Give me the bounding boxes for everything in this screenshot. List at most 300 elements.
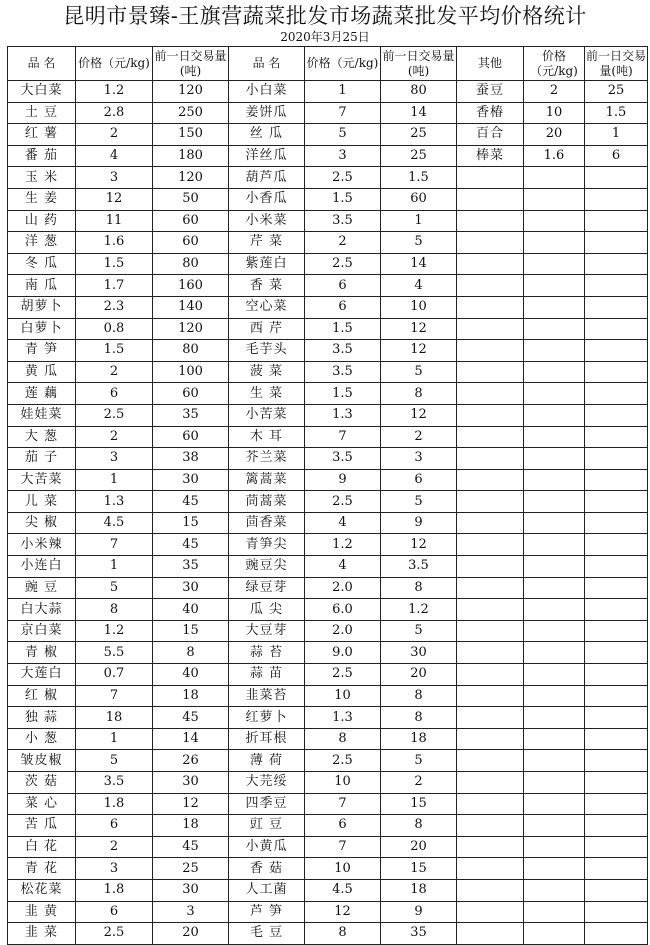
cell-price-2: 7 — [305, 102, 381, 124]
cell-volume-3 — [585, 728, 648, 750]
cell-price-2: 2.5 — [305, 750, 381, 772]
cell-name-2: 姜饼瓜 — [229, 102, 305, 124]
cell-volume-2: 1.2 — [381, 599, 457, 621]
cell-name-2: 木 耳 — [229, 426, 305, 448]
cell-name-3 — [457, 815, 524, 837]
cell-price-2: 7 — [305, 426, 381, 448]
cell-volume-2: 5 — [381, 491, 457, 513]
cell-name-3 — [457, 275, 524, 297]
cell-name-3 — [457, 707, 524, 729]
cell-price-2: 3 — [305, 145, 381, 167]
cell-name-3 — [457, 210, 524, 232]
cell-price-1: 7 — [76, 534, 153, 556]
cell-volume-1: 120 — [153, 318, 229, 340]
cell-volume-2: 5 — [381, 232, 457, 254]
cell-volume-3 — [585, 469, 648, 491]
cell-price-1: 0.7 — [76, 664, 153, 686]
cell-name-2: 西 芹 — [229, 318, 305, 340]
cell-name-1: 青 椒 — [8, 642, 76, 664]
cell-price-2: 1.3 — [305, 707, 381, 729]
cell-volume-2: 5 — [381, 620, 457, 642]
cell-name-2: 绿豆芽 — [229, 577, 305, 599]
cell-price-3 — [524, 469, 585, 491]
cell-volume-3 — [585, 901, 648, 923]
cell-price-2: 2.5 — [305, 664, 381, 686]
cell-name-2: 毛 豆 — [229, 923, 305, 945]
cell-volume-1: 160 — [153, 275, 229, 297]
cell-name-2: 空心菜 — [229, 296, 305, 318]
cell-price-2: 1 — [305, 81, 381, 103]
cell-name-1: 冬 瓜 — [8, 253, 76, 275]
cell-volume-1: 180 — [153, 145, 229, 167]
cell-price-2: 7 — [305, 793, 381, 815]
cell-volume-3 — [585, 383, 648, 405]
cell-volume-3 — [585, 685, 648, 707]
cell-price-1: 3 — [76, 858, 153, 880]
cell-name-1: 红 薯 — [8, 124, 76, 146]
cell-volume-3 — [585, 448, 648, 470]
cell-volume-3 — [585, 426, 648, 448]
cell-name-1: 小连白 — [8, 556, 76, 578]
cell-name-3 — [457, 512, 524, 534]
cell-volume-3 — [585, 642, 648, 664]
cell-price-2: 8 — [305, 728, 381, 750]
cell-name-1: 大 葱 — [8, 426, 76, 448]
table-row — [8, 448, 648, 470]
cell-name-3: 蚕豆 — [457, 81, 524, 103]
table-row — [8, 361, 648, 383]
table-row — [8, 728, 648, 750]
cell-name-1: 儿 菜 — [8, 491, 76, 513]
cell-volume-1: 60 — [153, 210, 229, 232]
cell-name-1: 南 瓜 — [8, 275, 76, 297]
cell-price-1: 4.5 — [76, 512, 153, 534]
cell-volume-2: 25 — [381, 145, 457, 167]
table-row — [8, 879, 648, 901]
cell-name-1: 皱皮椒 — [8, 750, 76, 772]
cell-price-1: 1.2 — [76, 620, 153, 642]
cell-volume-3 — [585, 858, 648, 880]
cell-volume-3: 1 — [585, 124, 648, 146]
cell-price-1: 4 — [76, 145, 153, 167]
cell-volume-3 — [585, 879, 648, 901]
table-row — [8, 923, 648, 945]
cell-volume-1: 40 — [153, 664, 229, 686]
cell-price-3 — [524, 361, 585, 383]
cell-price-1: 1.2 — [76, 81, 153, 103]
cell-name-3: 棒菜 — [457, 145, 524, 167]
cell-name-2: 毛芋头 — [229, 340, 305, 362]
cell-price-3 — [524, 448, 585, 470]
cell-price-2: 8 — [305, 923, 381, 945]
cell-volume-3 — [585, 836, 648, 858]
header-row — [8, 47, 648, 81]
header-other: 其他 — [457, 47, 524, 81]
cell-volume-2: 12 — [381, 318, 457, 340]
cell-name-1: 胡萝卜 — [8, 296, 76, 318]
cell-volume-1: 14 — [153, 728, 229, 750]
cell-price-2: 9.0 — [305, 642, 381, 664]
cell-price-3 — [524, 296, 585, 318]
cell-name-1: 茄 子 — [8, 448, 76, 470]
cell-name-1: 娃娃菜 — [8, 404, 76, 426]
table-row — [8, 210, 648, 232]
cell-volume-1: 35 — [153, 404, 229, 426]
cell-price-3 — [524, 879, 585, 901]
cell-price-2: 10 — [305, 772, 381, 794]
cell-price-3 — [524, 772, 585, 794]
cell-name-1: 豌 豆 — [8, 577, 76, 599]
table-row — [8, 491, 648, 513]
cell-name-3 — [457, 340, 524, 362]
cell-name-3 — [457, 836, 524, 858]
cell-volume-3: 25 — [585, 81, 648, 103]
cell-volume-2: 12 — [381, 340, 457, 362]
cell-name-1: 莲 藕 — [8, 383, 76, 405]
cell-price-3 — [524, 188, 585, 210]
cell-price-1: 6 — [76, 383, 153, 405]
cell-price-1: 1.5 — [76, 253, 153, 275]
cell-volume-1: 60 — [153, 232, 229, 254]
cell-name-3 — [457, 232, 524, 254]
cell-price-3 — [524, 901, 585, 923]
cell-volume-3 — [585, 210, 648, 232]
cell-volume-2: 8 — [381, 383, 457, 405]
cell-volume-2: 10 — [381, 296, 457, 318]
cell-volume-2: 14 — [381, 102, 457, 124]
cell-volume-3 — [585, 599, 648, 621]
cell-price-1: 1 — [76, 728, 153, 750]
cell-name-1: 韭 黄 — [8, 901, 76, 923]
cell-name-2: 生 菜 — [229, 383, 305, 405]
cell-name-1: 生 姜 — [8, 188, 76, 210]
cell-name-3 — [457, 620, 524, 642]
cell-volume-2: 4 — [381, 275, 457, 297]
cell-volume-2: 25 — [381, 124, 457, 146]
cell-volume-3 — [585, 296, 648, 318]
cell-name-3 — [457, 469, 524, 491]
cell-name-1: 青 花 — [8, 858, 76, 880]
cell-volume-1: 3 — [153, 901, 229, 923]
cell-name-1: 白萝卜 — [8, 318, 76, 340]
cell-name-2: 紫莲白 — [229, 253, 305, 275]
cell-volume-2: 5 — [381, 750, 457, 772]
cell-name-2: 人工菌 — [229, 879, 305, 901]
header-name-2: 品 名 — [229, 47, 305, 81]
cell-volume-3 — [585, 318, 648, 340]
cell-volume-2: 2 — [381, 772, 457, 794]
cell-price-3 — [524, 210, 585, 232]
cell-name-2: 小苦菜 — [229, 404, 305, 426]
cell-name-2: 菠 菜 — [229, 361, 305, 383]
cell-volume-1: 60 — [153, 383, 229, 405]
cell-price-1: 2 — [76, 426, 153, 448]
cell-price-1: 8 — [76, 599, 153, 621]
table-row — [8, 404, 648, 426]
cell-volume-2: 30 — [381, 642, 457, 664]
cell-price-3 — [524, 707, 585, 729]
cell-name-1: 茨 菇 — [8, 772, 76, 794]
cell-volume-2: 9 — [381, 512, 457, 534]
cell-name-1: 苦 瓜 — [8, 815, 76, 837]
cell-name-2: 豇 豆 — [229, 815, 305, 837]
cell-price-1: 1.6 — [76, 232, 153, 254]
cell-volume-1: 30 — [153, 879, 229, 901]
cell-price-3 — [524, 836, 585, 858]
cell-name-2: 大豆芽 — [229, 620, 305, 642]
cell-price-3 — [524, 318, 585, 340]
cell-price-1: 2 — [76, 124, 153, 146]
cell-price-2: 6 — [305, 296, 381, 318]
cell-price-3 — [524, 534, 585, 556]
cell-volume-2: 20 — [381, 836, 457, 858]
cell-price-2: 12 — [305, 901, 381, 923]
cell-volume-3 — [585, 253, 648, 275]
cell-price-1: 6 — [76, 901, 153, 923]
cell-price-2: 1.3 — [305, 404, 381, 426]
cell-volume-3 — [585, 793, 648, 815]
cell-price-1: 2 — [76, 836, 153, 858]
table-row — [8, 815, 648, 837]
cell-name-3 — [457, 253, 524, 275]
cell-price-1: 11 — [76, 210, 153, 232]
cell-name-1: 京白菜 — [8, 620, 76, 642]
table-row — [8, 253, 648, 275]
table-row — [8, 685, 648, 707]
cell-volume-1: 38 — [153, 448, 229, 470]
cell-name-3 — [457, 642, 524, 664]
cell-price-2: 2.5 — [305, 253, 381, 275]
cell-name-2: 蒜 苗 — [229, 664, 305, 686]
header-price-3: 价格（元/kg) — [524, 47, 585, 81]
table-row — [8, 620, 648, 642]
cell-volume-3 — [585, 491, 648, 513]
cell-price-2: 1.5 — [305, 383, 381, 405]
cell-name-2: 瓜 尖 — [229, 599, 305, 621]
cell-name-2: 四季豆 — [229, 793, 305, 815]
cell-name-1: 山 药 — [8, 210, 76, 232]
cell-name-3 — [457, 361, 524, 383]
cell-name-2: 青笋尖 — [229, 534, 305, 556]
cell-name-3 — [457, 923, 524, 945]
cell-volume-1: 30 — [153, 469, 229, 491]
cell-price-3 — [524, 426, 585, 448]
cell-volume-2: 6 — [381, 469, 457, 491]
cell-price-3 — [524, 167, 585, 189]
cell-name-3 — [457, 383, 524, 405]
table-row — [8, 836, 648, 858]
cell-name-3 — [457, 448, 524, 470]
table-row — [8, 469, 648, 491]
table-row — [8, 642, 648, 664]
cell-price-3 — [524, 512, 585, 534]
cell-volume-1: 30 — [153, 772, 229, 794]
cell-price-1: 3 — [76, 448, 153, 470]
cell-volume-2: 15 — [381, 858, 457, 880]
table-row — [8, 81, 648, 103]
cell-name-2: 芹 菜 — [229, 232, 305, 254]
cell-volume-3 — [585, 577, 648, 599]
page-title: 昆明市景臻-王旗营蔬菜批发市场蔬菜批发平均价格统计 — [63, 4, 587, 28]
cell-price-2: 3.5 — [305, 210, 381, 232]
cell-volume-2: 8 — [381, 815, 457, 837]
table-row — [8, 512, 648, 534]
cell-volume-1: 35 — [153, 556, 229, 578]
cell-volume-3 — [585, 556, 648, 578]
cell-volume-3 — [585, 664, 648, 686]
table-row — [8, 534, 648, 556]
cell-price-3 — [524, 275, 585, 297]
cell-volume-1: 45 — [153, 534, 229, 556]
cell-price-1: 3.5 — [76, 772, 153, 794]
cell-name-1: 白大蒜 — [8, 599, 76, 621]
table-row — [8, 232, 648, 254]
cell-name-1: 红 椒 — [8, 685, 76, 707]
cell-name-1: 菜 心 — [8, 793, 76, 815]
cell-volume-1: 120 — [153, 167, 229, 189]
cell-name-3 — [457, 879, 524, 901]
cell-name-2: 韭菜苔 — [229, 685, 305, 707]
table-row — [8, 145, 648, 167]
cell-name-3 — [457, 599, 524, 621]
cell-price-1: 5 — [76, 750, 153, 772]
cell-price-3 — [524, 750, 585, 772]
cell-name-1: 小米辣 — [8, 534, 76, 556]
cell-name-2: 小黄瓜 — [229, 836, 305, 858]
cell-volume-3 — [585, 750, 648, 772]
cell-price-2: 6 — [305, 275, 381, 297]
cell-price-3 — [524, 923, 585, 945]
cell-volume-1: 15 — [153, 620, 229, 642]
cell-volume-3 — [585, 815, 648, 837]
cell-volume-2: 18 — [381, 728, 457, 750]
cell-name-2: 芦 笋 — [229, 901, 305, 923]
cell-name-3 — [457, 188, 524, 210]
cell-name-3 — [457, 664, 524, 686]
cell-price-2: 3.5 — [305, 361, 381, 383]
cell-volume-2: 8 — [381, 577, 457, 599]
table-row — [8, 577, 648, 599]
cell-name-2: 小米菜 — [229, 210, 305, 232]
cell-price-1: 5 — [76, 577, 153, 599]
cell-name-1: 大莲白 — [8, 664, 76, 686]
cell-volume-3 — [585, 167, 648, 189]
cell-price-3 — [524, 728, 585, 750]
cell-price-2: 6.0 — [305, 599, 381, 621]
cell-volume-2: 5 — [381, 361, 457, 383]
cell-volume-2: 15 — [381, 793, 457, 815]
price-table — [7, 46, 648, 945]
table-row — [8, 772, 648, 794]
header-name-1: 品 名 — [8, 47, 76, 81]
cell-volume-3 — [585, 188, 648, 210]
cell-volume-1: 30 — [153, 577, 229, 599]
cell-price-2: 4 — [305, 512, 381, 534]
cell-name-3 — [457, 685, 524, 707]
cell-name-2: 葫芦瓜 — [229, 167, 305, 189]
cell-volume-2: 20 — [381, 664, 457, 686]
cell-price-3 — [524, 620, 585, 642]
cell-price-3 — [524, 404, 585, 426]
cell-name-3 — [457, 901, 524, 923]
cell-name-2: 小香瓜 — [229, 188, 305, 210]
cell-volume-1: 45 — [153, 707, 229, 729]
cell-price-2: 3.5 — [305, 340, 381, 362]
header-volume-3: 前一日交易量(吨) — [585, 47, 648, 81]
cell-name-2: 豌豆尖 — [229, 556, 305, 578]
cell-name-1: 青 笋 — [8, 340, 76, 362]
cell-volume-2: 12 — [381, 404, 457, 426]
table-row — [8, 102, 648, 124]
cell-name-3 — [457, 318, 524, 340]
cell-volume-2: 1.5 — [381, 167, 457, 189]
cell-volume-2: 14 — [381, 253, 457, 275]
cell-volume-1: 120 — [153, 81, 229, 103]
cell-name-2: 篱蒿菜 — [229, 469, 305, 491]
cell-volume-1: 25 — [153, 858, 229, 880]
cell-price-3 — [524, 232, 585, 254]
cell-price-3: 2 — [524, 81, 585, 103]
cell-name-1: 黄 瓜 — [8, 361, 76, 383]
table-row — [8, 599, 648, 621]
cell-volume-3: 1.5 — [585, 102, 648, 124]
cell-volume-2: 8 — [381, 685, 457, 707]
cell-price-3 — [524, 685, 585, 707]
cell-price-3 — [524, 253, 585, 275]
cell-volume-1: 100 — [153, 361, 229, 383]
table-row — [8, 901, 648, 923]
cell-price-1: 5.5 — [76, 642, 153, 664]
cell-volume-1: 40 — [153, 599, 229, 621]
cell-price-1: 2.8 — [76, 102, 153, 124]
cell-price-1: 18 — [76, 707, 153, 729]
cell-name-3 — [457, 577, 524, 599]
cell-price-3 — [524, 793, 585, 815]
cell-volume-3 — [585, 512, 648, 534]
cell-volume-3 — [585, 275, 648, 297]
table-row — [8, 426, 648, 448]
cell-name-3 — [457, 404, 524, 426]
cell-price-2: 3.5 — [305, 448, 381, 470]
cell-price-3 — [524, 858, 585, 880]
header-price-1: 价格（元/kg) — [76, 47, 153, 81]
cell-name-3 — [457, 772, 524, 794]
cell-volume-3: 6 — [585, 145, 648, 167]
cell-volume-2: 2 — [381, 426, 457, 448]
cell-volume-3 — [585, 404, 648, 426]
cell-price-2: 10 — [305, 858, 381, 880]
cell-name-1: 洋 葱 — [8, 232, 76, 254]
report-date: 2020年3月25日 — [280, 30, 370, 44]
cell-price-3: 1.6 — [524, 145, 585, 167]
cell-name-2: 薄 荷 — [229, 750, 305, 772]
cell-price-2: 2.0 — [305, 620, 381, 642]
cell-name-3: 香椿 — [457, 102, 524, 124]
cell-price-1: 1.8 — [76, 793, 153, 815]
cell-price-1: 6 — [76, 815, 153, 837]
cell-name-2: 大芫绥 — [229, 772, 305, 794]
cell-price-1: 2.5 — [76, 404, 153, 426]
cell-price-2: 10 — [305, 685, 381, 707]
cell-price-3 — [524, 664, 585, 686]
cell-volume-1: 45 — [153, 491, 229, 513]
cell-volume-1: 45 — [153, 836, 229, 858]
cell-name-1: 独 蒜 — [8, 707, 76, 729]
cell-name-1: 白 花 — [8, 836, 76, 858]
cell-price-2: 4 — [305, 556, 381, 578]
cell-volume-2: 3.5 — [381, 556, 457, 578]
cell-volume-2: 9 — [381, 901, 457, 923]
